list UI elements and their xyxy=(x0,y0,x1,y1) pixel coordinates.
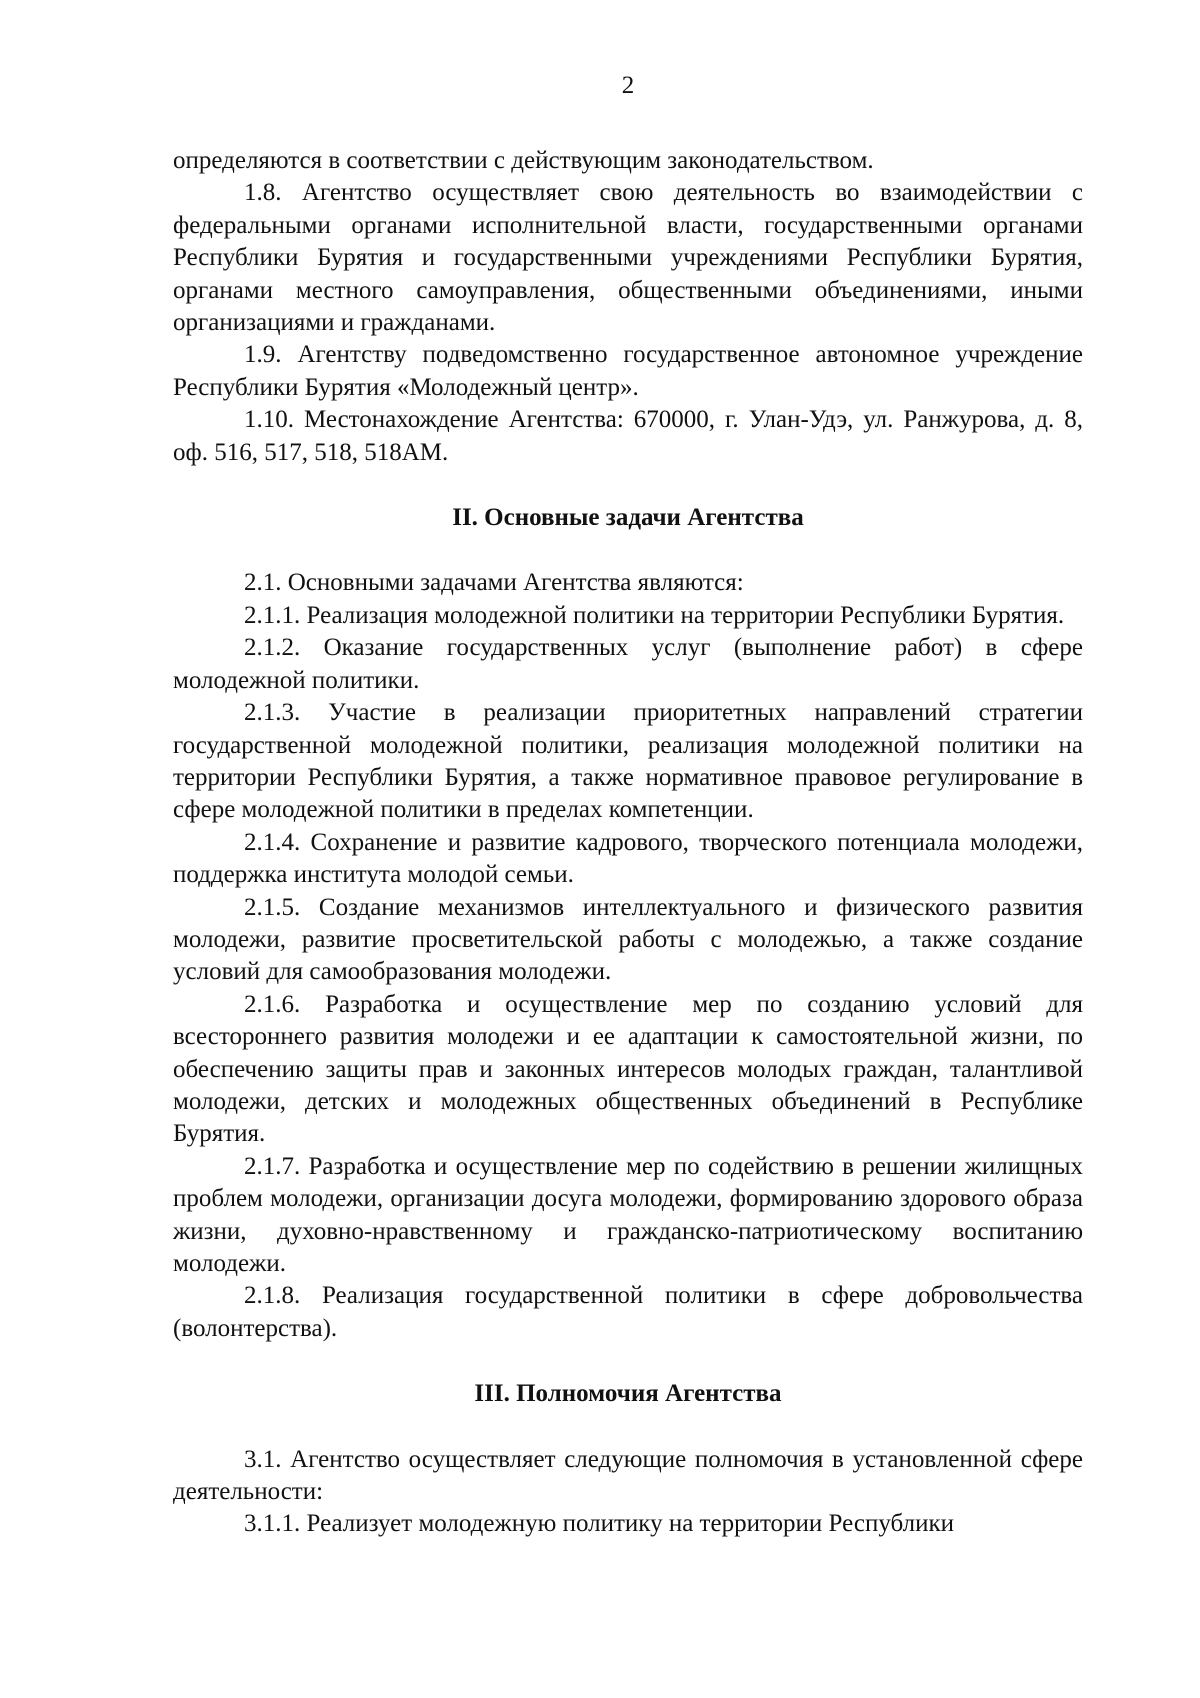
intro-continuation: определяются в соответствии с действующим законодательством. xyxy=(173,147,874,174)
paragraph-2-1-2: 2.1.2. Оказание государственных услуг (выполнение работ) в сфере молодежной политики. xyxy=(173,634,1083,694)
paragraph-2-1-7: 2.1.7. Разработка и осуществление мер по содействию в решении жилищных проблем молодежи, организации досуга молодежи, формированию здорового образа жизни, духовно-нравственному и гражданско-патриотическому воспитанию молодежи. xyxy=(173,1152,1083,1277)
paragraph-2-1-3: 2.1.3. Участие в реализации приоритетных направлений стратегии государственной молодежной политики, реализация молодежной политики на территории Республики Бурятия, а также нормативное правовое регулирование в сфере молодежной политики в пределах компетенции. xyxy=(173,699,1083,824)
document-body xyxy=(173,145,1083,1541)
paragraph-1-9: 1.9. Агентству подведомственно государственное автономное учреждение Республики Бурятия «Молодежный центр». xyxy=(173,341,1083,401)
paragraph-2-1-5: 2.1.5. Создание механизмов интеллектуального и физического развития молодежи, развитие просветительской работы с молодежью, а также создание условий для самообразования молодежи. xyxy=(173,893,1083,986)
paragraph-3-1: 3.1. Агентство осуществляет следующие полномочия в установленной сфере деятельности: xyxy=(173,1445,1083,1506)
paragraph-2-1: 2.1. Основными задачами Агентства являются: xyxy=(244,569,744,597)
paragraph-2-1-6: 2.1.6. Разработка и осуществление мер по созданию условий для всестороннего развития молодежи и ее адаптации к самостоятельной жизни, по обеспечению защиты прав и законных интересов молодых граждан, талантливой молодежи, детских и молодежных общественных объединений в Республике Бурятия. xyxy=(173,990,1083,1148)
paragraph-2-1-4: 2.1.4. Сохранение и развитие кадрового, творческого потенциала молодежи, поддержка института молодой семьи. xyxy=(173,828,1083,889)
page-number: 2 xyxy=(621,72,635,99)
paragraph-3-1-1: 3.1.1. Реализует молодежную политику на территории Республики xyxy=(244,1510,954,1538)
paragraph-1-8: 1.8. Агентство осуществляет свою деятельность во взаимодействии с федеральными органами исполнительной власти, государственными органами Республики Бурятия и государственными учреждениями Республики Бурятия, органами местного самоуправления, общественными объединениями, иными организациями и гражданами. xyxy=(173,179,1083,337)
section-2-title: II. Основные задачи Агентства xyxy=(452,504,804,532)
paragraph-2-1-1: 2.1.1. Реализация молодежной политики на территории Республики Бурятия. xyxy=(244,601,1065,629)
paragraph-2-1-8: 2.1.8. Реализация государственной политики в сфере добровольчества (волонтерства). xyxy=(173,1282,1083,1342)
section-3-title: III. Полномочия Агентства xyxy=(474,1380,782,1408)
paragraph-1-10: 1.10. Местонахождение Агентства: 670000, г. Улан-Удэ, ул. Ранжурова, д. 8, оф. 516, 517, 518, 518АМ. xyxy=(173,406,1083,466)
